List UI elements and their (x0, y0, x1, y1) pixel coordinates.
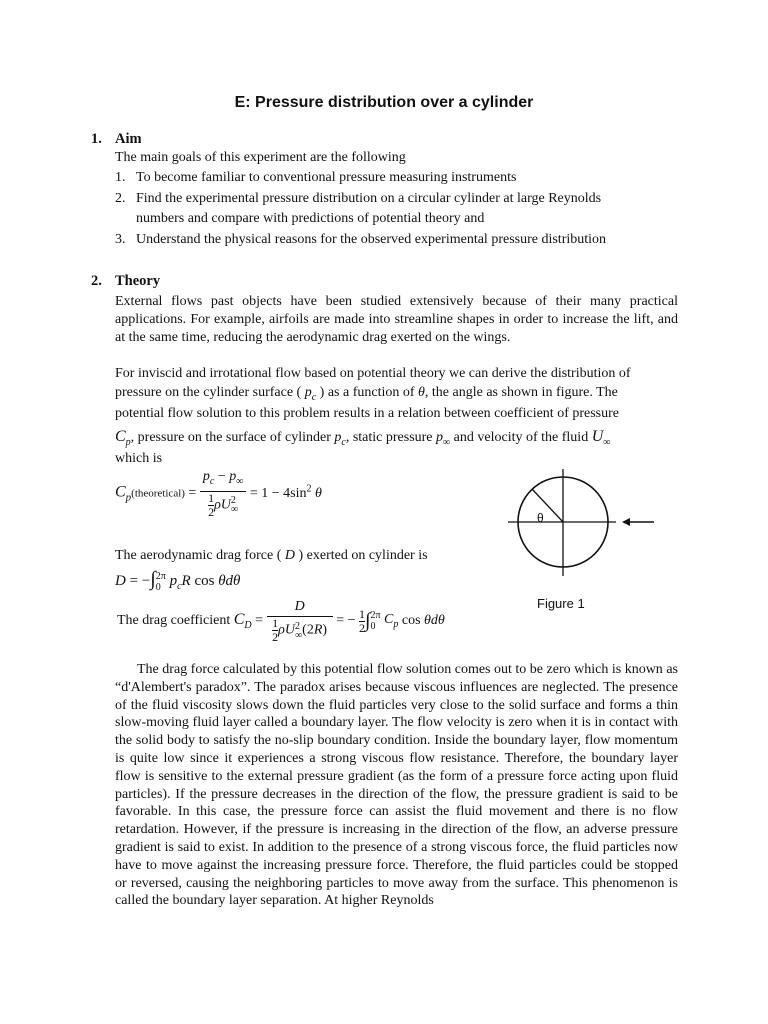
theory-paragraph-1 (115, 293, 678, 346)
drag-force-equation: D = −∫ 2π 0 $p_cR$ cos θdθ (115, 568, 241, 593)
pc-symbol: $p_c$ (334, 430, 346, 448)
text-segment: and velocity of the fluid (450, 430, 592, 445)
drag-coef-label: The drag coefficient (117, 613, 231, 628)
text-segment: The aerodynamic drag force ( (115, 548, 285, 563)
theory-paragraph-2-line-3: potential flow solution to this problem results in a relation between coefficient of pressure (115, 406, 619, 421)
theory-paragraph-2-line-2 (115, 385, 618, 403)
pc-symbol: $p_c$ (304, 385, 317, 403)
paragraph-text: External flows past objects have been studied extensively because of their many practical applications. For example, airfoils are made into streamline shapes in order to increase the lift, and at the same time, reducing the aerodynamic drag exerted on the wings. (115, 294, 678, 345)
aim-intro: The main goals of this experiment are the following (115, 150, 406, 165)
text-segment: ) exerted on cylinder is (294, 548, 428, 563)
list-text: Understand the physical reasons for the observed experimental pressure distribution (136, 232, 607, 247)
uinf-symbol: $U_\infty$ (591, 428, 611, 449)
pinf-symbol: $p_\infty$ (436, 430, 451, 448)
text-segment: pressure on the cylinder surface ( (115, 385, 305, 400)
cylinder-figure (504, 464, 664, 584)
section-number: 1. (91, 131, 102, 147)
drag-intro (115, 548, 428, 564)
figure-caption: Figure 1 (537, 596, 585, 611)
theory-paragraph-2-line-4 (115, 428, 610, 448)
section-theory-heading (91, 273, 160, 290)
list-item (115, 211, 484, 227)
text-segment: , pressure on the surface of cylinder (130, 430, 335, 445)
section-aim-heading (91, 131, 142, 148)
list-item (115, 232, 606, 248)
drag-coefficient-equation: The drag coefficient $C_D$ = D $\frac{1}{2}$ ρU 2 ∞ (2R) = − $\frac{1}{2}$ ∫ 2π 0 $C_p$ cos θdθ (117, 599, 445, 644)
theta-label: θ (537, 511, 544, 525)
theta-symbol: θ (418, 385, 425, 400)
list-text: numbers and compare with predictions of potential theory and (136, 211, 485, 226)
text-segment: , the angle as shown in figure. The (424, 385, 618, 400)
theory-paragraph-2-line-5: which is (115, 451, 163, 466)
flow-arrowhead (622, 518, 630, 526)
list-number: 2. (115, 191, 126, 206)
section-title: Theory (115, 273, 161, 289)
section-title: Aim (115, 131, 142, 147)
list-number: 1. (115, 170, 126, 185)
list-text: To become familiar to conventional pressure measuring instruments (136, 170, 517, 185)
list-item (115, 191, 601, 207)
text-segment: , static pressure (345, 430, 437, 445)
paragraph-text: The drag force calculated by this potential flow solution comes out to be zero which is known as “d'Alembert's paradox”. The paradox arises because viscous influences are neglected. The presence of the fluid viscosity slows down the fluid particles very close to the solid surface and forms a thin slow-moving fluid layer called a boundary layer. The flow velocity is zero when it is in contact with the solid body to satisfy the no-slip boundary condition. Inside the boundary layer, flow momentum is quite low since it experiences a strong viscous flow resistance. Therefore, the boundary layer flow is sensitive to the external pressure gradient (as the form of a pressure force acting upon fluid particles). If the pressure decreases in the direction of the flow, the pressure gradient is said to be favorable. In this case, the pressure force can assist the fluid movement and there is no flow retardation. However, if the pressure is increasing in the direction of the flow, an adverse pressure gradient is said to exist. In addition to the presence of a strong viscous force, the fluid particles now have to move against the increasing pressure force. Therefore, the fluid particles could be stopped or reversed, causing the neighboring particles to move away from the surface. This phenomenon is called the boundary layer separation. At higher Reynolds (115, 662, 678, 909)
list-text: Find the experimental pressure distribution on a circular cylinder at large Reynolds (136, 191, 602, 206)
list-number: 3. (115, 232, 126, 247)
theory-paragraph-3 (115, 661, 678, 910)
theory-paragraph-2-line-1: For inviscid and irrotational flow based on potential theory we can derive the distribution of (115, 366, 631, 381)
d-symbol: D (284, 548, 295, 563)
list-item (115, 170, 516, 186)
page-title: E: Pressure distribution over a cylinder (234, 94, 534, 111)
section-number: 2. (91, 273, 102, 289)
cp-theoretical-equation: $C_p(theoretical)$ = $p_c - p_\infty$ $\frac{1}{2}$ ρU 2 ∞ = $1 - 4\sin^2$ θ (115, 469, 322, 519)
text-segment: ) as a function of (316, 385, 419, 400)
cp-symbol: $C_p$ (115, 428, 131, 449)
